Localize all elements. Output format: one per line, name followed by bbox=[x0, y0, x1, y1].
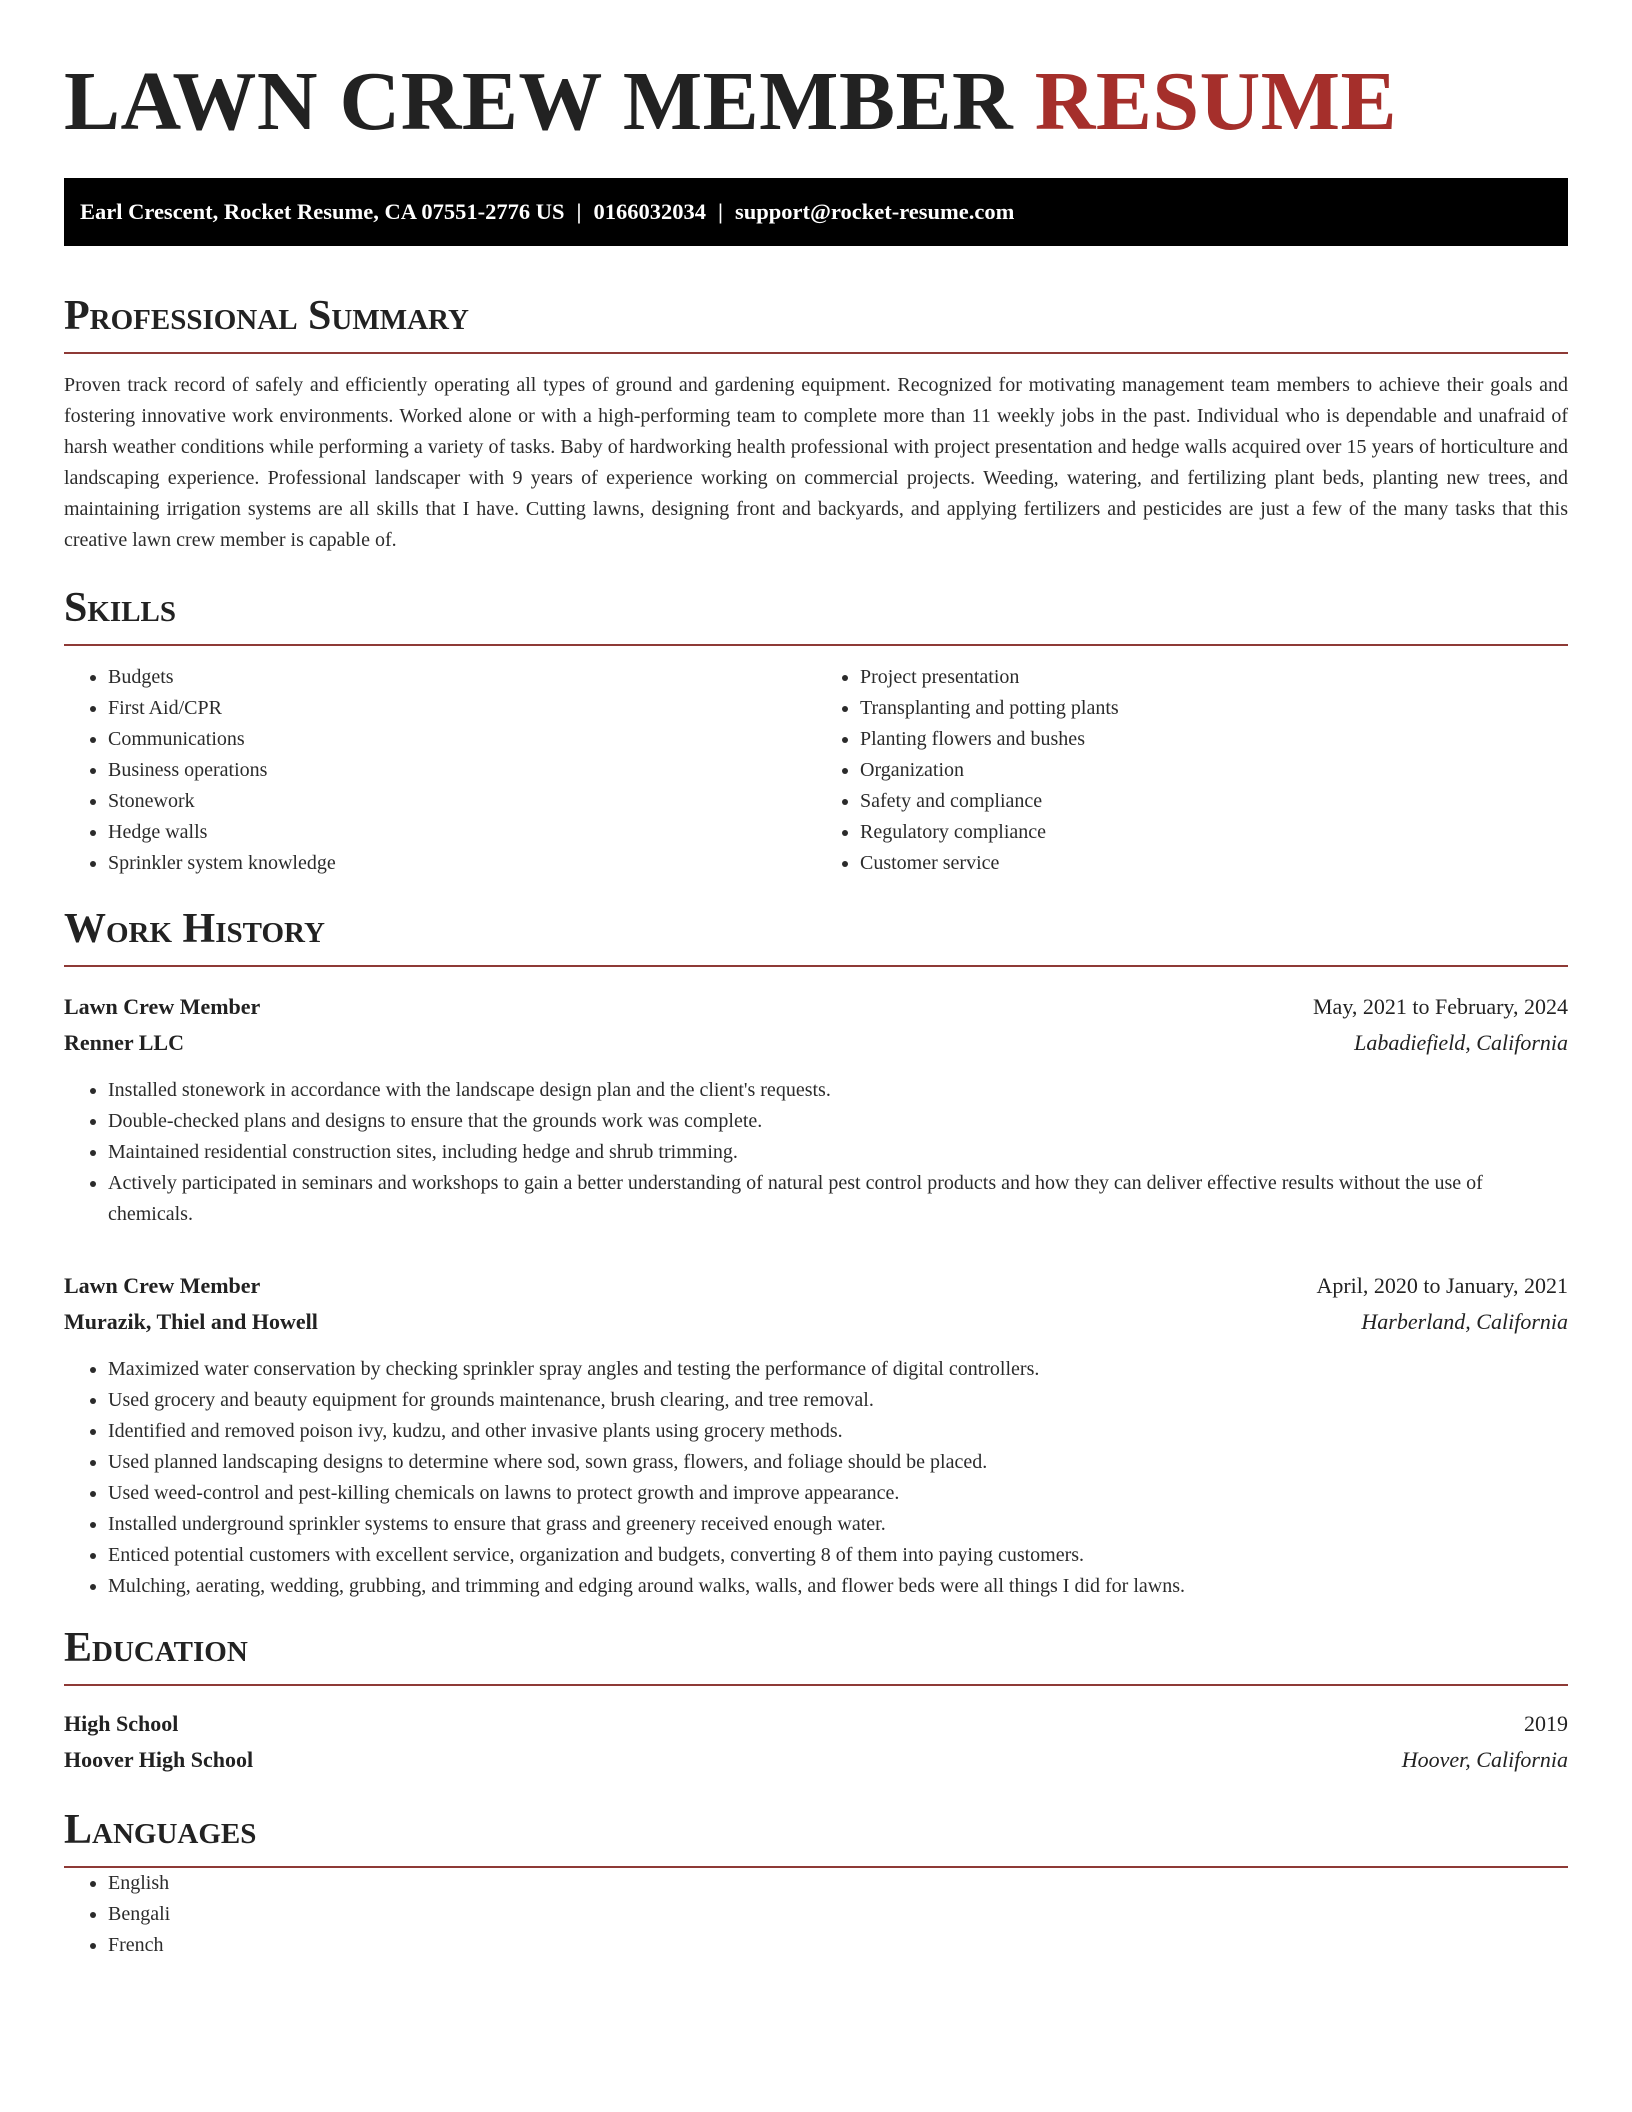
skill-item: • Business operations bbox=[108, 755, 816, 786]
skill-item: • Stonework bbox=[108, 786, 816, 817]
skills-section bbox=[64, 582, 1568, 879]
languages-section bbox=[64, 1804, 1568, 1961]
skill-item: • Communications bbox=[108, 724, 816, 755]
languages-list bbox=[64, 1868, 1568, 1961]
contact-separator: | bbox=[718, 199, 723, 224]
skill-item: • Hedge walls bbox=[108, 817, 816, 848]
skill-item: • Project presentation bbox=[860, 662, 1568, 693]
job-company-row bbox=[64, 1025, 1568, 1061]
education-degree-row bbox=[64, 1706, 1568, 1742]
job-duty-item: • Maximized water conservation by checking sprinkler spray angles and testing the performance of digital controllers. bbox=[108, 1354, 1568, 1385]
job-title: Lawn Crew Member bbox=[64, 994, 261, 1019]
contact-phone: 0166032034 bbox=[593, 199, 706, 224]
skill-item: • Transplanting and potting plants bbox=[860, 693, 1568, 724]
language-item: • French bbox=[108, 1930, 1568, 1961]
skill-item: • Planting flowers and bushes bbox=[860, 724, 1568, 755]
skill-item: • Regulatory compliance bbox=[860, 817, 1568, 848]
section-heading-work-history: Work History bbox=[64, 903, 1568, 967]
section-heading-languages: Languages bbox=[64, 1804, 1568, 1868]
skill-item: • Safety and compliance bbox=[860, 786, 1568, 817]
job-duties-list bbox=[64, 1354, 1568, 1602]
job-company: Renner LLC bbox=[64, 1030, 184, 1055]
job-duty-item: • Mulching, aerating, wedding, grubbing, and trimming and edging around walks, walls, and flower beds were all things I did for lawns. bbox=[108, 1571, 1568, 1602]
summary-text: Proven track record of safely and efficiently operating all types of ground and gardening equipment. Recognized for motivating management team members to achieve their goals and fostering innovative work environments. Worked alone or with a high-performing team to complete more than 11 weekly jobs in the past. Individual who is dependable and unafraid of harsh weather conditions while performing a variety of tasks. Baby of hardworking health professional with project presentation and hedge walls acquired over 15 years of horticulture and landscaping experience. Professional landscaper with 9 years of experience working on commercial projects. Weeding, watering, and fertilizing plant beds, planting new trees, and maintaining irrigation systems are all skills that I have. Cutting lawns, designing front and backyards, and applying fertilizers and pesticides are just a few of the many tasks that this creative lawn crew member is capable of. bbox=[64, 374, 1568, 551]
contact-address: Earl Crescent, Rocket Resume, CA 07551-2776 US bbox=[80, 199, 565, 224]
contact-bar bbox=[64, 178, 1568, 246]
contact-email: support@rocket-resume.com bbox=[734, 199, 1015, 224]
job-duty-item: • Used weed-control and pest-killing chemicals on lawns to protect growth and improve appearance. bbox=[108, 1478, 1568, 1509]
job-title-row bbox=[64, 1268, 1568, 1304]
job-dates: May, 2021 to February, 2024 bbox=[1313, 994, 1568, 1019]
job-duty-item: • Identified and removed poison ivy, kudzu, and other invasive plants using grocery methods. bbox=[108, 1416, 1568, 1447]
job-location: Labadiefield, California bbox=[1354, 1030, 1568, 1055]
language-item: • Bengali bbox=[108, 1899, 1568, 1930]
job-title-row bbox=[64, 989, 1568, 1025]
job-duty-item: • Installed stonework in accordance with the landscape design plan and the client's requests. bbox=[108, 1075, 1568, 1106]
job-dates: April, 2020 to January, 2021 bbox=[1316, 1273, 1568, 1298]
job-duty-item: • Double-checked plans and designs to ensure that the grounds work was complete. bbox=[108, 1106, 1568, 1137]
skill-item: • Organization bbox=[860, 755, 1568, 786]
job-company: Murazik, Thiel and Howell bbox=[64, 1309, 318, 1334]
section-heading-skills: Skills bbox=[64, 582, 1568, 646]
education-school: Hoover High School bbox=[64, 1747, 254, 1772]
job-duty-item: • Enticed potential customers with excellent service, organization and budgets, converting 8 of them into paying customers. bbox=[108, 1540, 1568, 1571]
education-year: 2019 bbox=[1524, 1711, 1568, 1736]
education-entry bbox=[64, 1706, 1568, 1778]
job-entry bbox=[64, 989, 1568, 1230]
resume-title bbox=[64, 52, 1568, 152]
job-duty-item: • Installed underground sprinkler systems to ensure that grass and greenery received enough water. bbox=[108, 1509, 1568, 1540]
section-heading-education: Education bbox=[64, 1622, 1568, 1686]
work-history-section bbox=[64, 903, 1568, 1602]
education-school-row bbox=[64, 1742, 1568, 1778]
title-main: LAWN CREW MEMBER bbox=[64, 55, 1014, 148]
job-duty-item: • Used grocery and beauty equipment for grounds maintenance, brush clearing, and tree removal. bbox=[108, 1385, 1568, 1416]
skills-list-right bbox=[816, 662, 1568, 879]
job-duty-item: • Maintained residential construction sites, including hedge and shrub trimming. bbox=[108, 1137, 1568, 1168]
job-location: Harberland, California bbox=[1361, 1309, 1568, 1334]
contact-separator: | bbox=[576, 199, 582, 224]
job-title: Lawn Crew Member bbox=[64, 1273, 261, 1298]
summary-section bbox=[64, 290, 1568, 556]
education-degree: High School bbox=[64, 1711, 179, 1736]
title-accent: RESUME bbox=[1034, 55, 1398, 148]
job-duty-item: • Used planned landscaping designs to determine where sod, sown grass, flowers, and foliage should be placed. bbox=[108, 1447, 1568, 1478]
job-duty-item: • Actively participated in seminars and workshops to gain a better understanding of natural pest control products and how they can deliver effective results without the use of chemicals. bbox=[108, 1168, 1568, 1230]
job-duties-list bbox=[64, 1075, 1568, 1230]
skill-item: • Sprinkler system knowledge bbox=[108, 848, 816, 879]
language-item: • English bbox=[108, 1868, 1568, 1899]
education-location: Hoover, California bbox=[1401, 1747, 1568, 1772]
skill-item: • First Aid/CPR bbox=[108, 693, 816, 724]
job-entry bbox=[64, 1268, 1568, 1602]
skill-item: • Budgets bbox=[108, 662, 816, 693]
education-section bbox=[64, 1622, 1568, 1778]
skill-item: • Customer service bbox=[860, 848, 1568, 879]
skills-list-left bbox=[64, 662, 816, 879]
skills-grid bbox=[64, 662, 1568, 879]
job-company-row bbox=[64, 1304, 1568, 1340]
section-heading-summary: Professional Summary bbox=[64, 290, 1568, 354]
